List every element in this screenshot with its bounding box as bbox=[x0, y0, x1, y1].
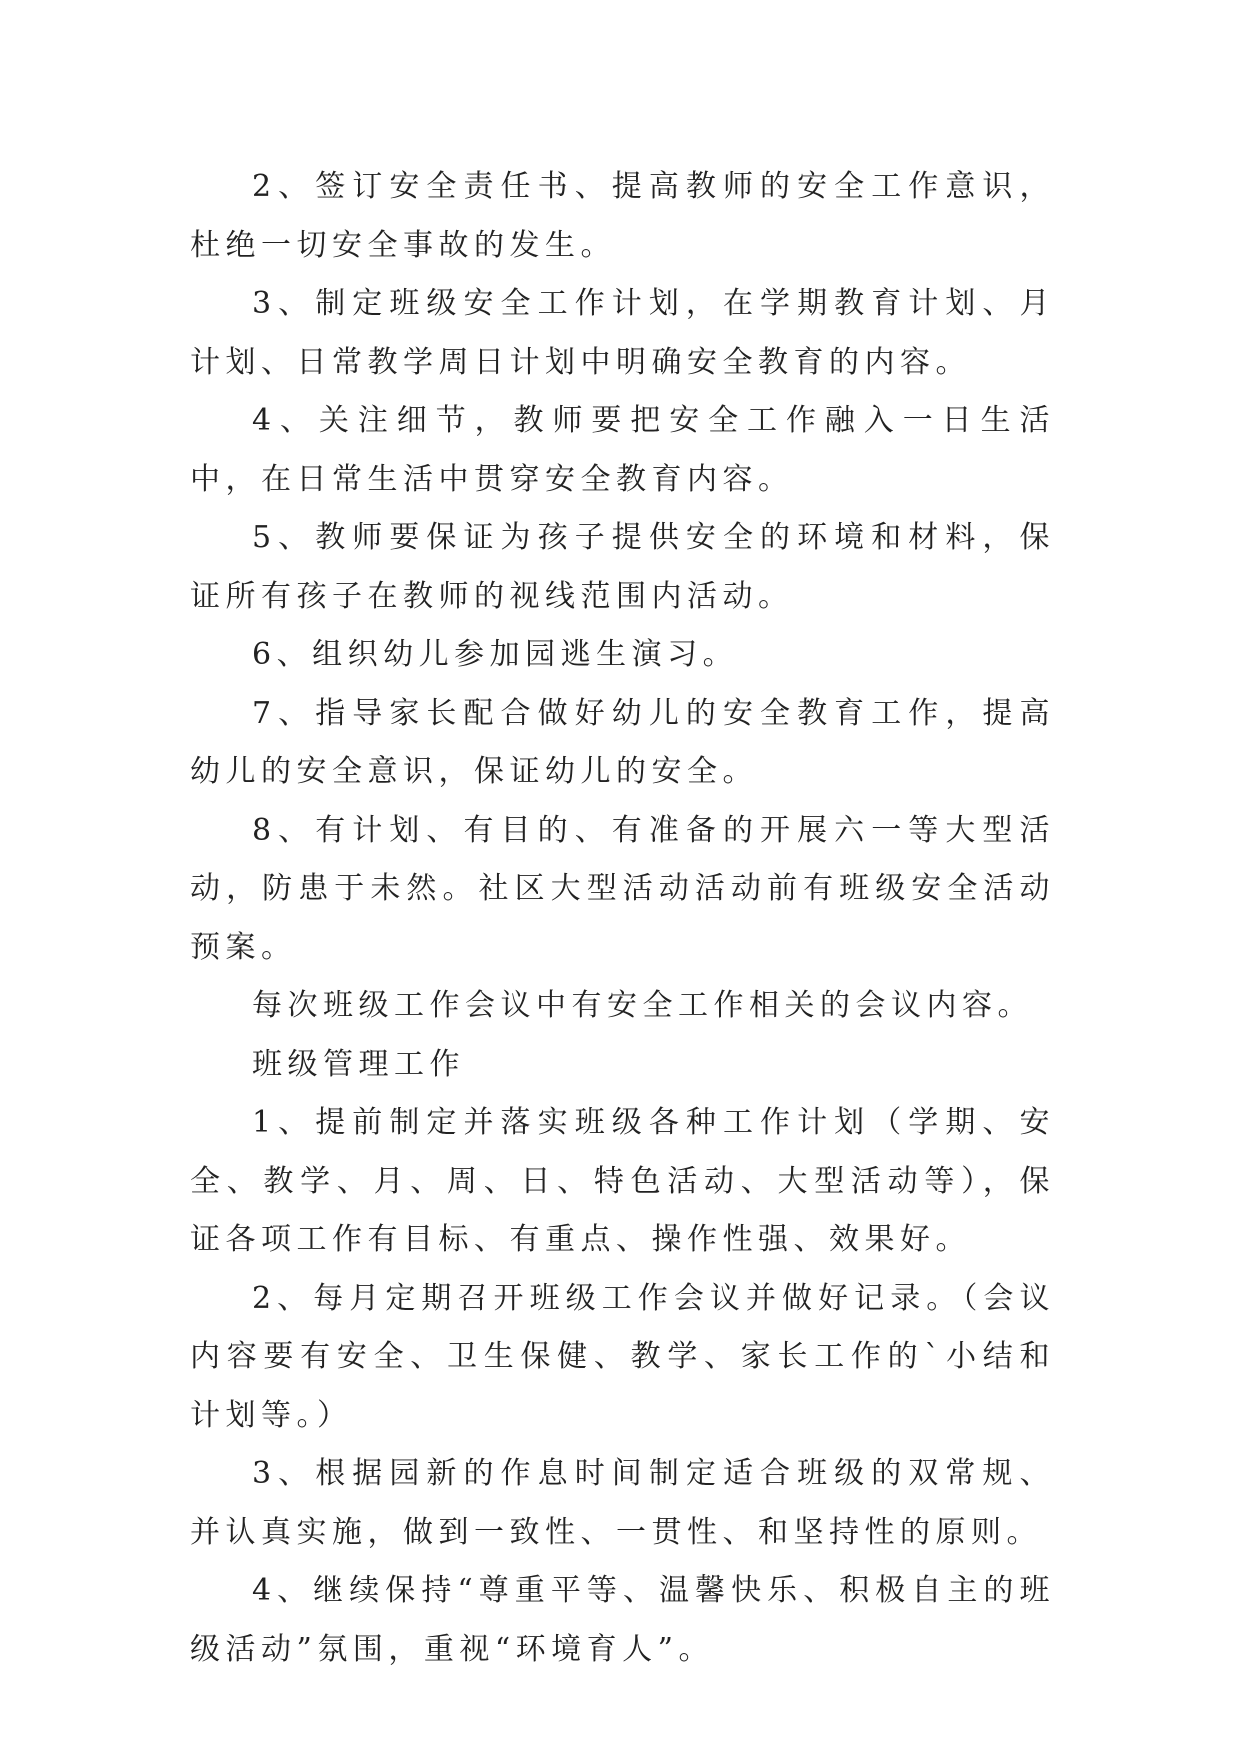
paragraph-8: 每次班级工作会议中有安全工作相关的会议内容。 bbox=[252, 988, 1033, 1023]
paragraph-3: 4、关注细节，教师要把安全工作融入一日生活中，在日常生活中贯穿安全教育内容。 bbox=[190, 403, 1055, 497]
paragraph-4: 5、教师要保证为孩子提供安全的环境和材料，保证所有孩子在教师的视线范围内活动。 bbox=[190, 520, 1055, 614]
paragraph-5: 6、组织幼儿参加园逃生演习。 bbox=[252, 637, 739, 672]
paragraph-6: 7、指导家长配合做好幼儿的安全教育工作，提高幼儿的安全意识，保证幼儿的安全。 bbox=[190, 695, 1055, 789]
paragraph-2: 3、制定班级安全工作计划，在学期教育计划、月计划、日常教学周日计划中明确安全教育的内容。 bbox=[190, 286, 1055, 380]
paragraph-7: 8、有计划、有目的、有准备的开展六一等大型活动，防患于未然。社区大型活动活动前有班级安全活动预案。 bbox=[190, 812, 1055, 965]
paragraph-11: 3、根据园新的作息时间制定适合班级的双常规、并认真实施，做到一致性、一贯性、和坚持性的原则。 bbox=[190, 1456, 1055, 1550]
paragraph-12: 4、继续保持“尊重平等、温馨快乐、积极自主的班级活动”氛围，重视“环境育人”。 bbox=[190, 1573, 1055, 1667]
paragraph-10: 2、每月定期召开班级工作会议并做好记录。（会议内容要有安全、卫生保健、教学、家长工作的`小结和计划等。） bbox=[190, 1280, 1055, 1433]
paragraph-1: 2、签订安全责任书、提高教师的安全工作意识，杜绝一切安全事故的发生。 bbox=[190, 169, 1055, 263]
section-heading: 班级管理工作 bbox=[252, 1046, 465, 1082]
document-body bbox=[190, 158, 1055, 1679]
paragraph-9: 1、提前制定并落实班级各种工作计划（学期、安全、教学、月、周、日、特色活动、大型活动等），保证各项工作有目标、有重点、操作性强、效果好。 bbox=[190, 1105, 1055, 1257]
